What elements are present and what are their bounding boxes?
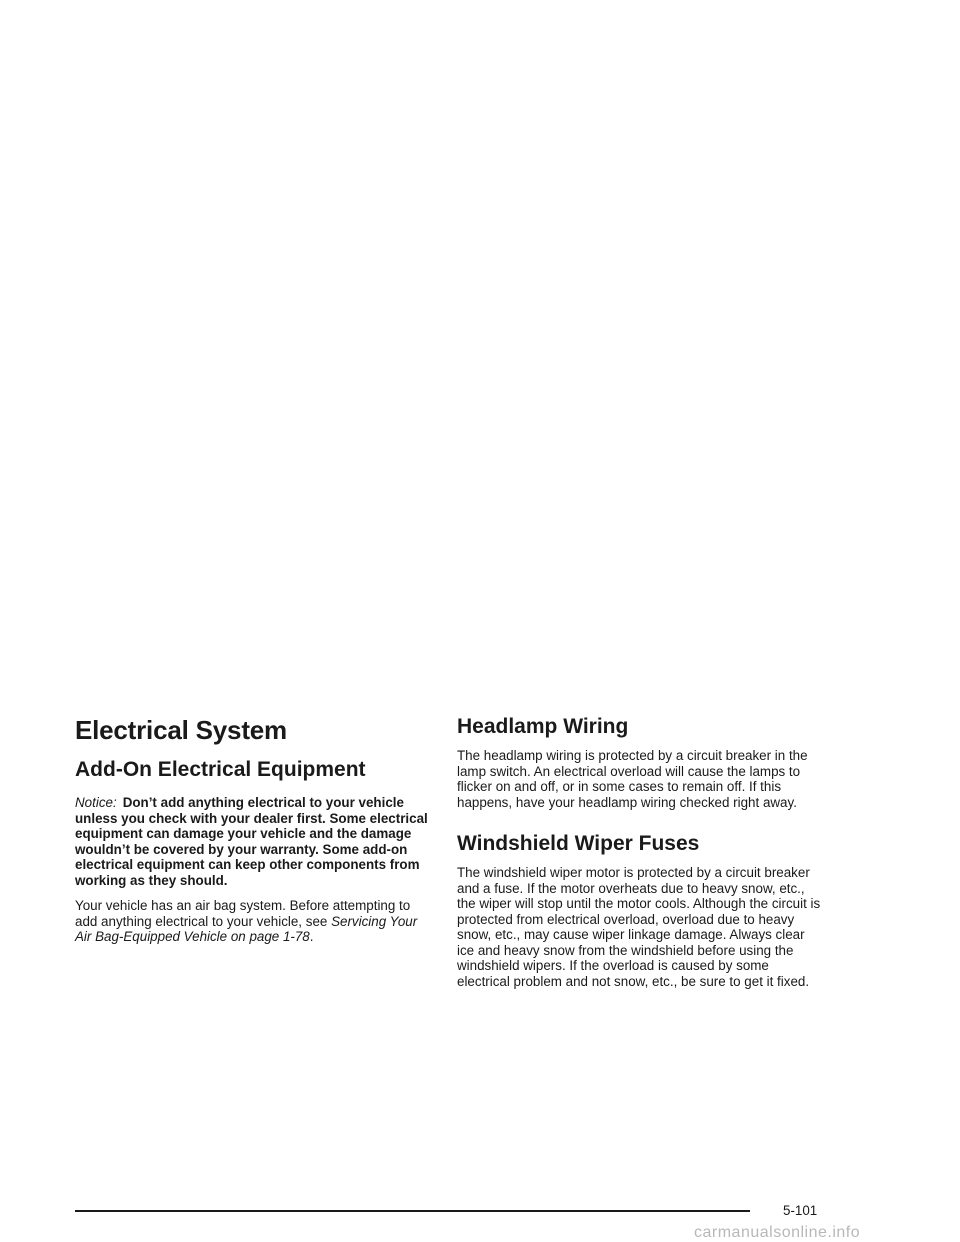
watermark: carmanualsonline.info (694, 1224, 861, 1241)
subsection-heading-add-on: Add-On Electrical Equipment (75, 758, 366, 781)
body-text: Your vehicle has an air bag system. Before attempting to add anything electrical to your vehicle, see (75, 898, 411, 929)
notice-paragraph (75, 795, 435, 888)
right-column (457, 714, 822, 999)
subsection-heading-headlamp: Headlamp Wiring (457, 715, 629, 738)
wiper-paragraph: The windshield wiper motor is protected by a circuit breaker and a fuse. If the motor overheats due to heavy snow, etc., the wiper will stop until the motor cools. Although the circuit is protected from electrical overload, overload due to heavy snow, etc., may cause wiper linkage damage. Always clear ice and heavy snow from the windshield before using the windshield wipers. If the overload is caused by some electrical problem and not snow, etc., be sure to get it fixed. (457, 865, 821, 989)
left-column (75, 714, 435, 955)
headlamp-paragraph: The headlamp wiring is protected by a circuit breaker in the lamp switch. An electrical overload will cause the lamps to flicker on and off, or in some cases to remain off. If this happens, have your headlamp wiring checked right away. (457, 748, 808, 810)
notice-text: Don’t add anything electrical to your vehicle unless you check with your dealer first. Some electrical equipment can damage your vehicle and the damage wouldn’t be covered by your warranty. Some add-on electrical equipment can keep other components from working as they should. (75, 795, 428, 888)
section-title: Electrical System (75, 715, 287, 745)
footer-divider (75, 1210, 750, 1212)
cross-reference-link[interactable]: Servicing Your Air Bag-Equipped Vehicle on page 1-78 (75, 913, 418, 944)
body-text-end: . (309, 929, 314, 944)
notice-label: Notice: (75, 795, 117, 810)
page-number: 5-101 (783, 1203, 818, 1218)
subsection-heading-wiper: Windshield Wiper Fuses (457, 832, 700, 855)
body-paragraph (75, 898, 435, 945)
